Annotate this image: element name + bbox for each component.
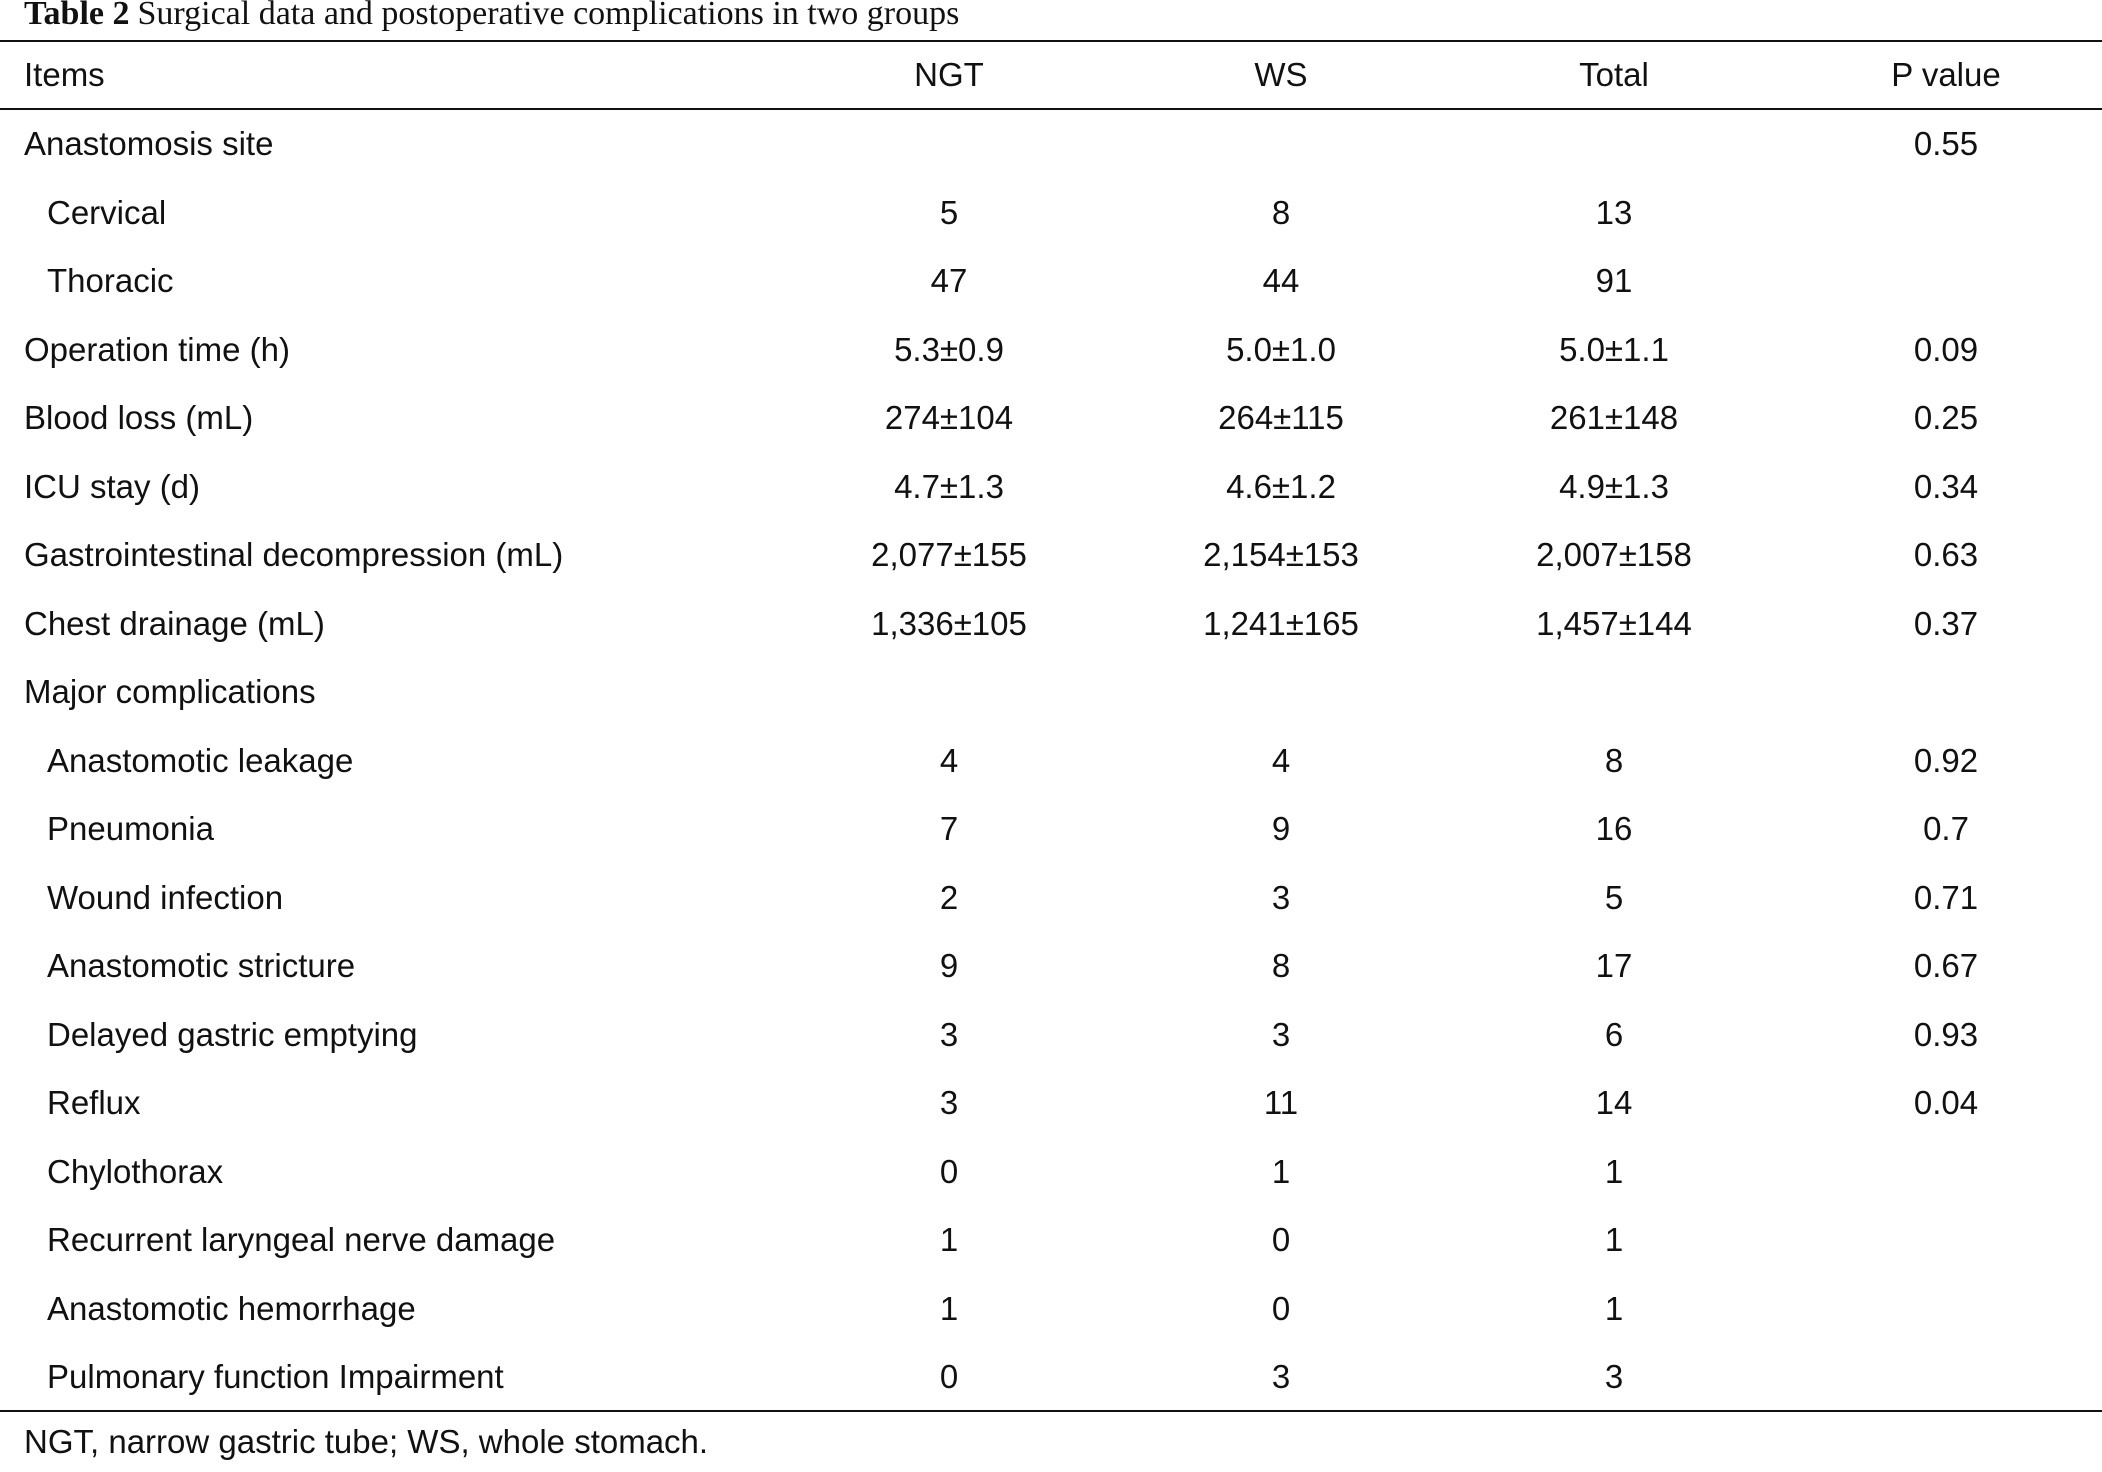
column-header-ngt: NGT	[914, 56, 984, 93]
cell-ws: 3	[1271, 1358, 1291, 1395]
cell-ws: 4	[1271, 741, 1291, 779]
cell-ngt: 9	[939, 947, 959, 984]
cell-total: 16	[1595, 810, 1633, 847]
cell-ngt: 47	[930, 262, 968, 299]
row-anastomotic-leakage	[0, 727, 2102, 796]
cell-total: 1	[1604, 1221, 1624, 1258]
cell-item: Operation time (h)	[24, 330, 290, 368]
cell-total: 2,007±158	[1536, 536, 1692, 573]
table-caption: Surgical data and postoperative complications in two groups	[137, 0, 960, 32]
row-reflux	[0, 1069, 2102, 1138]
cell-ngt: 0	[939, 1152, 959, 1190]
row-blood-loss	[0, 384, 2102, 453]
cell-p-value: 0.34	[1913, 467, 1979, 505]
table-footnote: NGT, narrow gastric tube; WS, whole stomach.	[24, 1423, 709, 1460]
cell-item: Thoracic	[47, 262, 174, 299]
cell-ngt: 4	[939, 741, 959, 779]
cell-p-value: 0.71	[1913, 878, 1979, 916]
cell-ngt: 5.3±0.9	[894, 330, 1004, 368]
cell-item: Anastomosis site	[24, 125, 274, 162]
cell-item: Major complications	[24, 673, 316, 710]
cell-total: 91	[1595, 262, 1633, 299]
row-pneumonia	[0, 795, 2102, 864]
cell-total: 13	[1595, 193, 1633, 231]
column-header-items: Items	[24, 56, 105, 93]
cell-ws: 9	[1271, 810, 1291, 847]
cell-ws: 264±115	[1218, 399, 1344, 436]
cell-item: Blood loss (mL)	[24, 399, 254, 436]
cell-ngt: 2,077±155	[871, 536, 1027, 573]
cell-item: Wound infection	[47, 878, 284, 916]
table-number: Table 2	[24, 0, 130, 32]
cell-item: Pulmonary function Impairment	[47, 1358, 504, 1395]
cell-ws: 0	[1271, 1221, 1291, 1258]
cell-p-value: 0.67	[1913, 947, 1979, 984]
cell-ws: 1,241±165	[1203, 604, 1359, 642]
cell-item: Pneumonia	[47, 810, 214, 847]
cell-total: 1	[1604, 1289, 1624, 1327]
cell-ngt: 274±104	[884, 399, 1014, 436]
cell-ngt: 0	[939, 1358, 959, 1395]
table-title	[24, 0, 959, 34]
cell-ngt: 3	[939, 1084, 959, 1121]
row-gastrointestinal-decompression	[0, 521, 2102, 590]
cell-item: Recurrent laryngeal nerve damage	[47, 1221, 556, 1258]
cell-p-value: 0.09	[1913, 330, 1979, 368]
cell-item: Reflux	[47, 1084, 141, 1121]
cell-total: 5.0±1.1	[1559, 330, 1669, 368]
cell-total: 4.9±1.3	[1559, 467, 1669, 505]
column-header-ws: WS	[1254, 56, 1308, 93]
row-operation-time	[0, 316, 2102, 385]
row-anastomotic-hemorrhage	[0, 1275, 2102, 1344]
cell-ws: 0	[1271, 1289, 1291, 1327]
cell-ws: 2,154±153	[1203, 536, 1359, 573]
row-anastomotic-stricture	[0, 932, 2102, 1001]
cell-total: 3	[1604, 1358, 1624, 1395]
cell-ws: 11	[1263, 1084, 1299, 1121]
cell-ngt: 7	[939, 810, 959, 847]
row-chylothorax	[0, 1138, 2102, 1207]
cell-p-value: 0.04	[1913, 1084, 1979, 1121]
cell-ws: 1	[1271, 1152, 1291, 1190]
cell-total: 6	[1604, 1015, 1624, 1053]
cell-ngt: 5	[939, 193, 959, 231]
column-header-p-value: P value	[1891, 56, 2001, 93]
cell-item: Chest drainage (mL)	[24, 604, 325, 642]
cell-ws: 5.0±1.0	[1226, 330, 1336, 368]
cell-ngt: 3	[939, 1015, 959, 1053]
cell-p-value: 0.37	[1913, 604, 1979, 642]
row-cervical	[0, 179, 2102, 248]
row-recurrent-laryngeal-nerve-damage	[0, 1206, 2102, 1275]
cell-ws: 3	[1271, 878, 1291, 916]
cell-ngt: 1	[939, 1221, 959, 1258]
cell-item: Gastrointestinal decompression (mL)	[24, 536, 564, 573]
cell-total: 17	[1595, 947, 1633, 984]
cell-ws: 8	[1271, 193, 1291, 231]
cell-p-value: 0.55	[1913, 125, 1979, 162]
cell-ws: 4.6±1.2	[1226, 467, 1336, 505]
cell-total: 261±148	[1549, 399, 1679, 436]
cell-item: Anastomotic leakage	[47, 741, 354, 779]
row-anastomosis-site	[0, 110, 2102, 179]
cell-item: Cervical	[47, 193, 167, 231]
table-header	[0, 42, 2102, 108]
cell-total: 1,457±144	[1536, 604, 1692, 642]
cell-ngt: 4.7±1.3	[894, 467, 1004, 505]
cell-p-value: 0.93	[1913, 1015, 1979, 1053]
cell-item: ICU stay (d)	[24, 467, 201, 505]
cell-item: Anastomotic stricture	[47, 947, 356, 984]
row-thoracic	[0, 247, 2102, 316]
table-body	[0, 110, 2102, 1412]
row-delayed-gastric-emptying	[0, 1001, 2102, 1070]
cell-total: 1	[1604, 1152, 1624, 1190]
cell-ws: 8	[1271, 947, 1291, 984]
row-wound-infection	[0, 864, 2102, 933]
cell-ngt: 2	[939, 878, 959, 916]
cell-total: 5	[1604, 878, 1624, 916]
cell-total: 8	[1604, 741, 1624, 779]
cell-p-value: 0.63	[1913, 536, 1979, 573]
header-row	[0, 42, 2102, 108]
cell-p-value: 0.92	[1913, 741, 1979, 779]
cell-ws: 44	[1262, 262, 1300, 299]
cell-ngt: 1,336±105	[871, 604, 1027, 642]
row-major-complications	[0, 658, 2102, 727]
row-icu-stay	[0, 453, 2102, 522]
cell-item: Delayed gastric emptying	[47, 1015, 418, 1053]
cell-p-value: 0.25	[1913, 399, 1979, 436]
row-chest-drainage	[0, 590, 2102, 659]
cell-p-value: 0.7	[1923, 810, 1969, 847]
cell-item: Chylothorax	[47, 1152, 224, 1190]
row-pulmonary-function-impairment	[0, 1343, 2102, 1412]
cell-ngt: 1	[939, 1289, 959, 1327]
column-header-total: Total	[1579, 56, 1649, 93]
cell-ws: 3	[1271, 1015, 1291, 1053]
cell-item: Anastomotic hemorrhage	[47, 1289, 416, 1327]
cell-total: 14	[1595, 1084, 1633, 1121]
